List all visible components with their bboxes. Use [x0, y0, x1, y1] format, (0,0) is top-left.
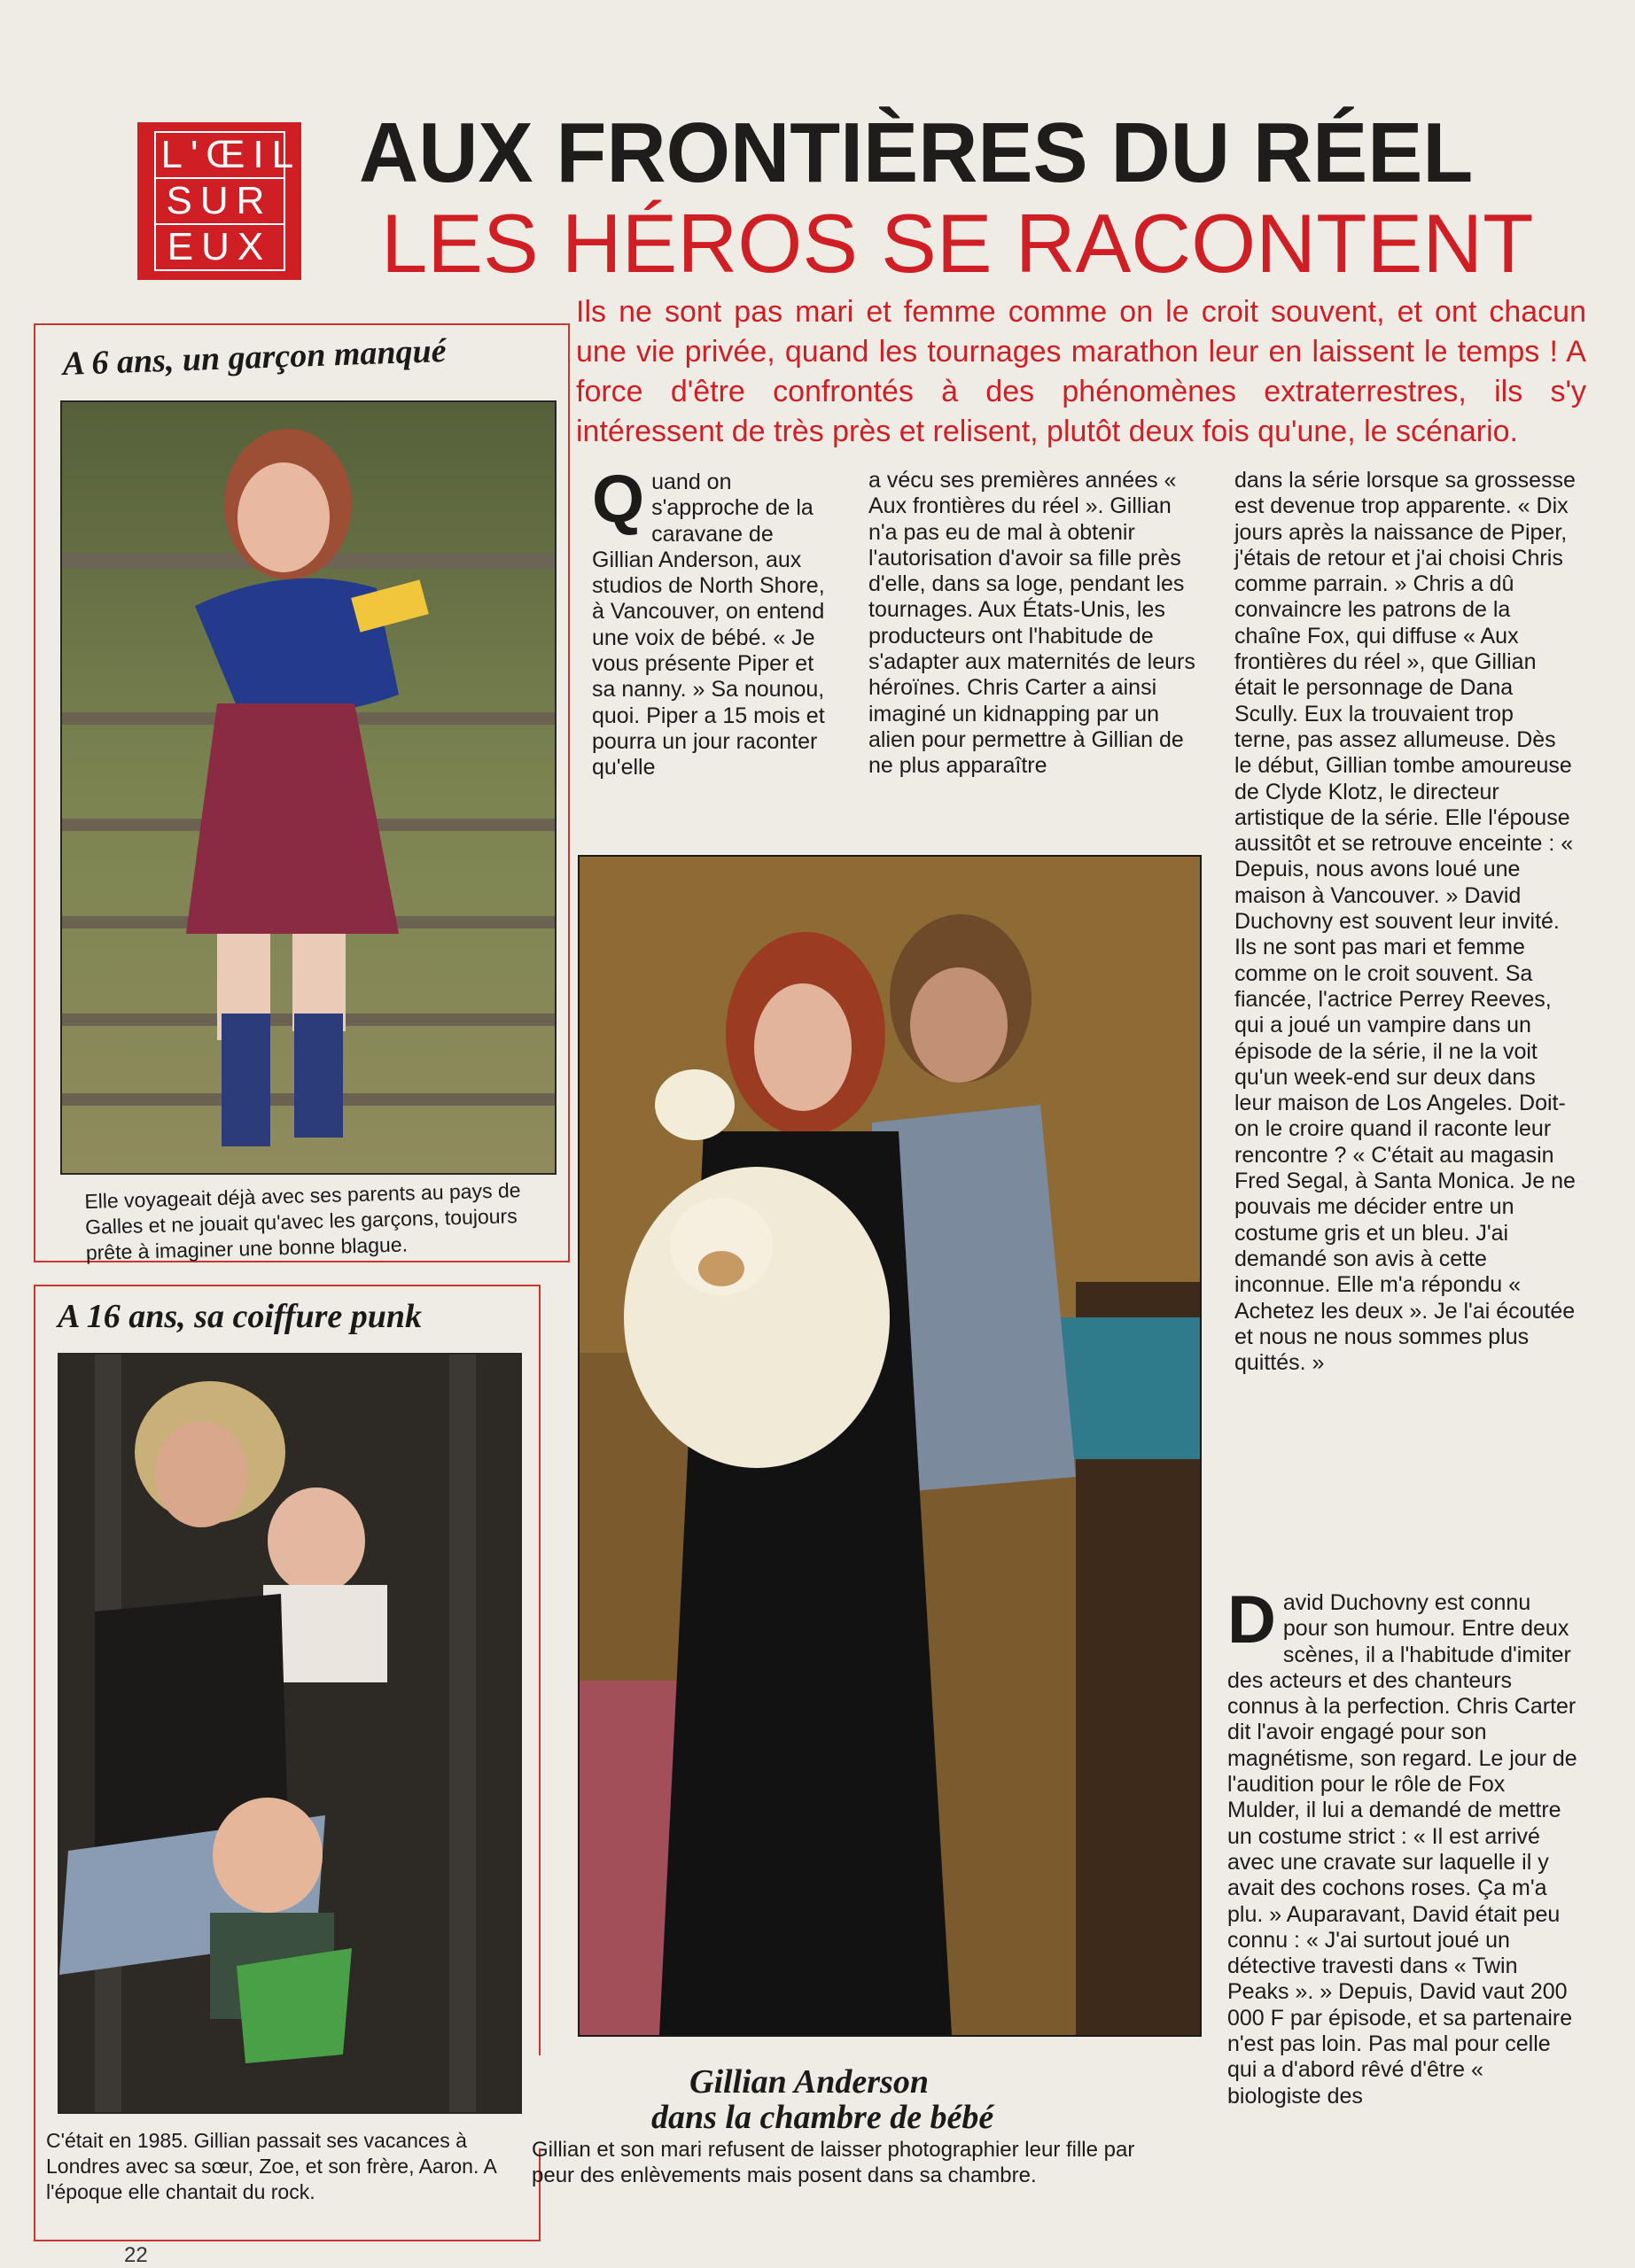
photo-punk	[58, 1353, 522, 2114]
article-col2-text: a vécu ses premières années « Aux frontières du réel ». Gillian n'a pas eu de mal à obtenir l'autorisation d'avoir sa fille près d'elle, dans sa loge, pendant les tournages. Aux États-Unis, les producteurs ont l'habitude de s'adapter aux maternités de leurs héroïnes. Chris Carter a ainsi imaginé un kidnapping par un alien pour permettre à Gillian de ne plus apparaître	[868, 468, 1195, 779]
photo-box-childhood	[34, 323, 570, 1262]
dropcap-d: D	[1227, 1582, 1276, 1658]
article-col3-text: dans la série lorsque sa grossesse est devenue trop apparente. « Dix jours après la naissance de Piper, j'étais de retour et j'ai choisi Chris comme parrain. » Chris a dû convaincre les patrons de la chaîne Fox, qui diffuse « Aux frontières du réel », que Gillian était le personnage de Dana Scully. Eux la trouvaient trop terne, pas assez allumeuse. Dès le début, Gillian tombe amoureuse de Clyde Klotz, le directeur artistique de la série. Elle l'épouse aussitôt et se retrouve enceinte : « Depuis, nous avons loué une maison à Vancouver. » David Duchovny est souvent leur invité. Ils ne sont pas mari et femme comme on le croit souvent. Sa fiancée, l'actrice Perrey Reeves, qui a joué un vampire dans un épisode de la série, il ne la voit qu'un week-end sur deux dans leur maison de Los Angeles. Doit-on le croire quand il raconte leur rencontre ? « C'était au magasin Fred Segal, à Santa Monica. Je ne pouvais me décider entre un costume gris et un bleu. J'ai demandé son avis à cette inconnue. Elle m'a répondu « Achetez les deux ». Je l'ai écoutée et nous ne nous sommes plus quittés. »	[1234, 468, 1576, 1376]
article-col1-text: uand on s'approche de la caravane de Gillian Anderson, aux studios de North Shore, à Vancouver, on entend une voix de bébé. « Je vous présente Piper et sa nanny. » Sa nounou, quoi. Piper a 15 mois et pourra un jour raconter qu'elle	[592, 470, 825, 781]
article-col3b-text: avid Duchovny est connu pour son humour. Entre deux scènes, il a l'habitude d'imiter des acteurs et des chanteurs connus à la perfection. Chris Carter dit l'avoir engagé pour son magnétisme, son regard. Le jour de l'audition pour le rôle de Fox Mulder, il lui a demandé de mettre un costume strict : « Il est arrivé avec une cravate sur laquelle il y avait des cochons roses. Ça m'a plu. » Auparavant, David était peu connu : « J'ai surtout joué un détective travesti dans « Twin Peaks ». » Depuis, David vaut 200 000 F par épisode, et sa partenaire n'est pas loin. Pas mal pour celle qui a d'abord rêvé d'être « biologiste des	[1227, 1590, 1577, 2109]
intro-paragraph: Ils ne sont pas mari et femme comme on le croit souvent, et ont chacun une vie privée, quand les tournages marathon leur en laissent le temps ! A force d'être confrontés à des phénomènes extraterrestres, ils s'y intéressent de très près et relisent, plutôt deux fois qu'une, le scénario.	[576, 295, 1586, 448]
girl-photo-illustration	[62, 402, 555, 1173]
photo-title-childhood: A 6 ans, un garçon manqué	[62, 331, 448, 383]
article-column-3b	[1227, 1582, 1577, 2109]
main-photo-title-line2: dans la chambre de bébé	[651, 2099, 994, 2136]
photo-box-punk	[34, 1285, 541, 2241]
logo-line-1: L'ŒIL	[154, 131, 285, 179]
photo-caption-childhood: Elle voyageait déjà avec ses parents au pays de Galles et ne jouait qu'avec les garçons, toujours prête à imaginer une bonne blague.	[84, 1178, 521, 1264]
photo-title-punk: A 16 ans, sa coiffure punk	[58, 1298, 423, 1335]
dropcap-q: Q	[592, 462, 645, 537]
family-photo-illustration	[59, 1355, 520, 2112]
headline-title: AUX FRONTIÈRES DU RÉEL	[359, 105, 1474, 200]
photo-main	[578, 855, 1202, 2037]
photo-caption-punk: C'était en 1985. Gillian passait ses vacances à Londres avec sa sœur, Zoe, et son frère, Aaron. A l'époque elle chantait du rock.	[46, 2129, 496, 2203]
logo-line-2: SUR	[154, 179, 285, 225]
couple-photo-illustration	[580, 857, 1200, 2035]
page-number: 22	[124, 2243, 148, 2267]
article-column-2	[868, 468, 1203, 780]
article-column-1	[592, 462, 833, 781]
main-photo-caption: Gillian et son mari refusent de laisser photographier leur fille par peur des enlèvements mais posent dans sa chambre.	[532, 2138, 1135, 2187]
photo-childhood	[60, 400, 557, 1175]
logo-line-3: EUX	[154, 225, 285, 271]
section-logo	[137, 122, 301, 280]
main-photo-title-line1: Gillian Anderson	[689, 2063, 929, 2101]
article-column-3	[1234, 468, 1576, 1376]
headline-subtitle: LES HÉROS SE RACONTENT	[381, 197, 1534, 290]
